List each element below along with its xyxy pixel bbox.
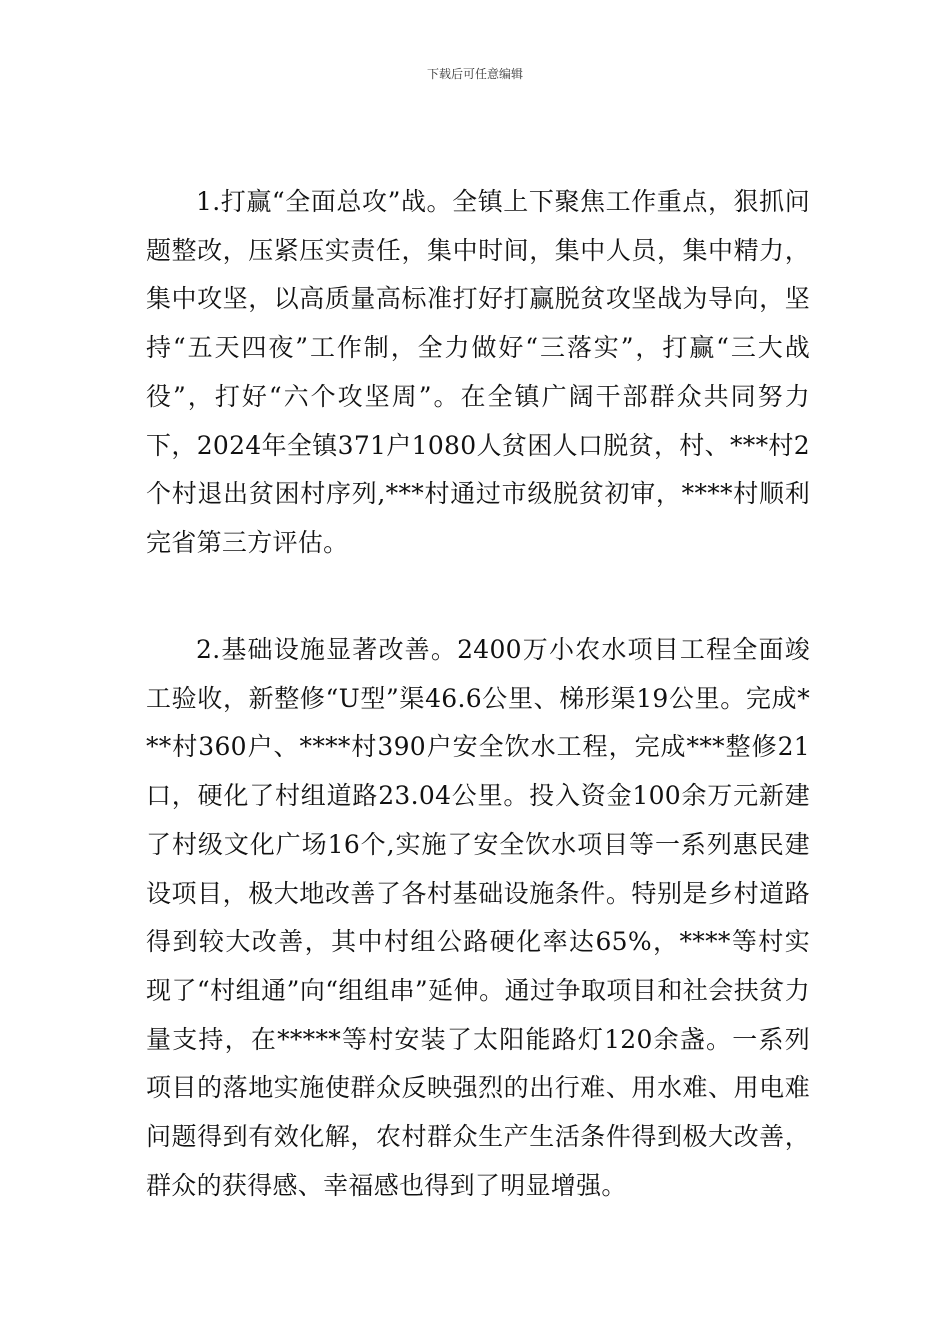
paragraph-2: 2.基础设施显著改善。2400万小农水项目工程全面竣工验收，新整修“U型”渠46.6公里、梯形渠19公里。完成***村360户、****村390户安全饮水工程，完成***整修21口，硬化了村组道路23.04公里。投入资金100余万元新建了村级文化广场16个,实施了安全饮水项目等一系列惠民建设项目，极大地改善了各村基础设施条件。特别是乡村道路得到较大改善，其中村组公路硬化率达65%，****等村实现了“村组通”向“组组串”延伸。通过争取项目和社会扶贫力量支持，在*****等村安装了太阳能路灯120余盏。一系列项目的落地实施使群众反映强烈的出行难、用水难、用电难问题得到有效化解，农村群众生产生活条件得到极大改善，群众的获得感、幸福感也得到了明显增强。	[146, 635, 810, 1200]
page-header: 下载后可任意编辑	[426, 67, 523, 81]
paragraph-1: 1.打赢“全面总攻”战。全镇上下聚焦工作重点，狠抓问题整改，压紧压实责任，集中时间，集中人员，集中精力，集中攻坚，以高质量高标准打好打赢脱贫攻坚战为导向，坚持“五天四夜”工作制，全力做好“三落实”，打赢“三大战役”，打好“六个攻坚周”。在全镇广阔干部群众共同努力下，2024年全镇371户1080人贫困人口脱贫，村、***村2个村退出贫困村序列,***村通过市级脱贫初审，****村顺利完省第三方评估。	[146, 187, 810, 557]
